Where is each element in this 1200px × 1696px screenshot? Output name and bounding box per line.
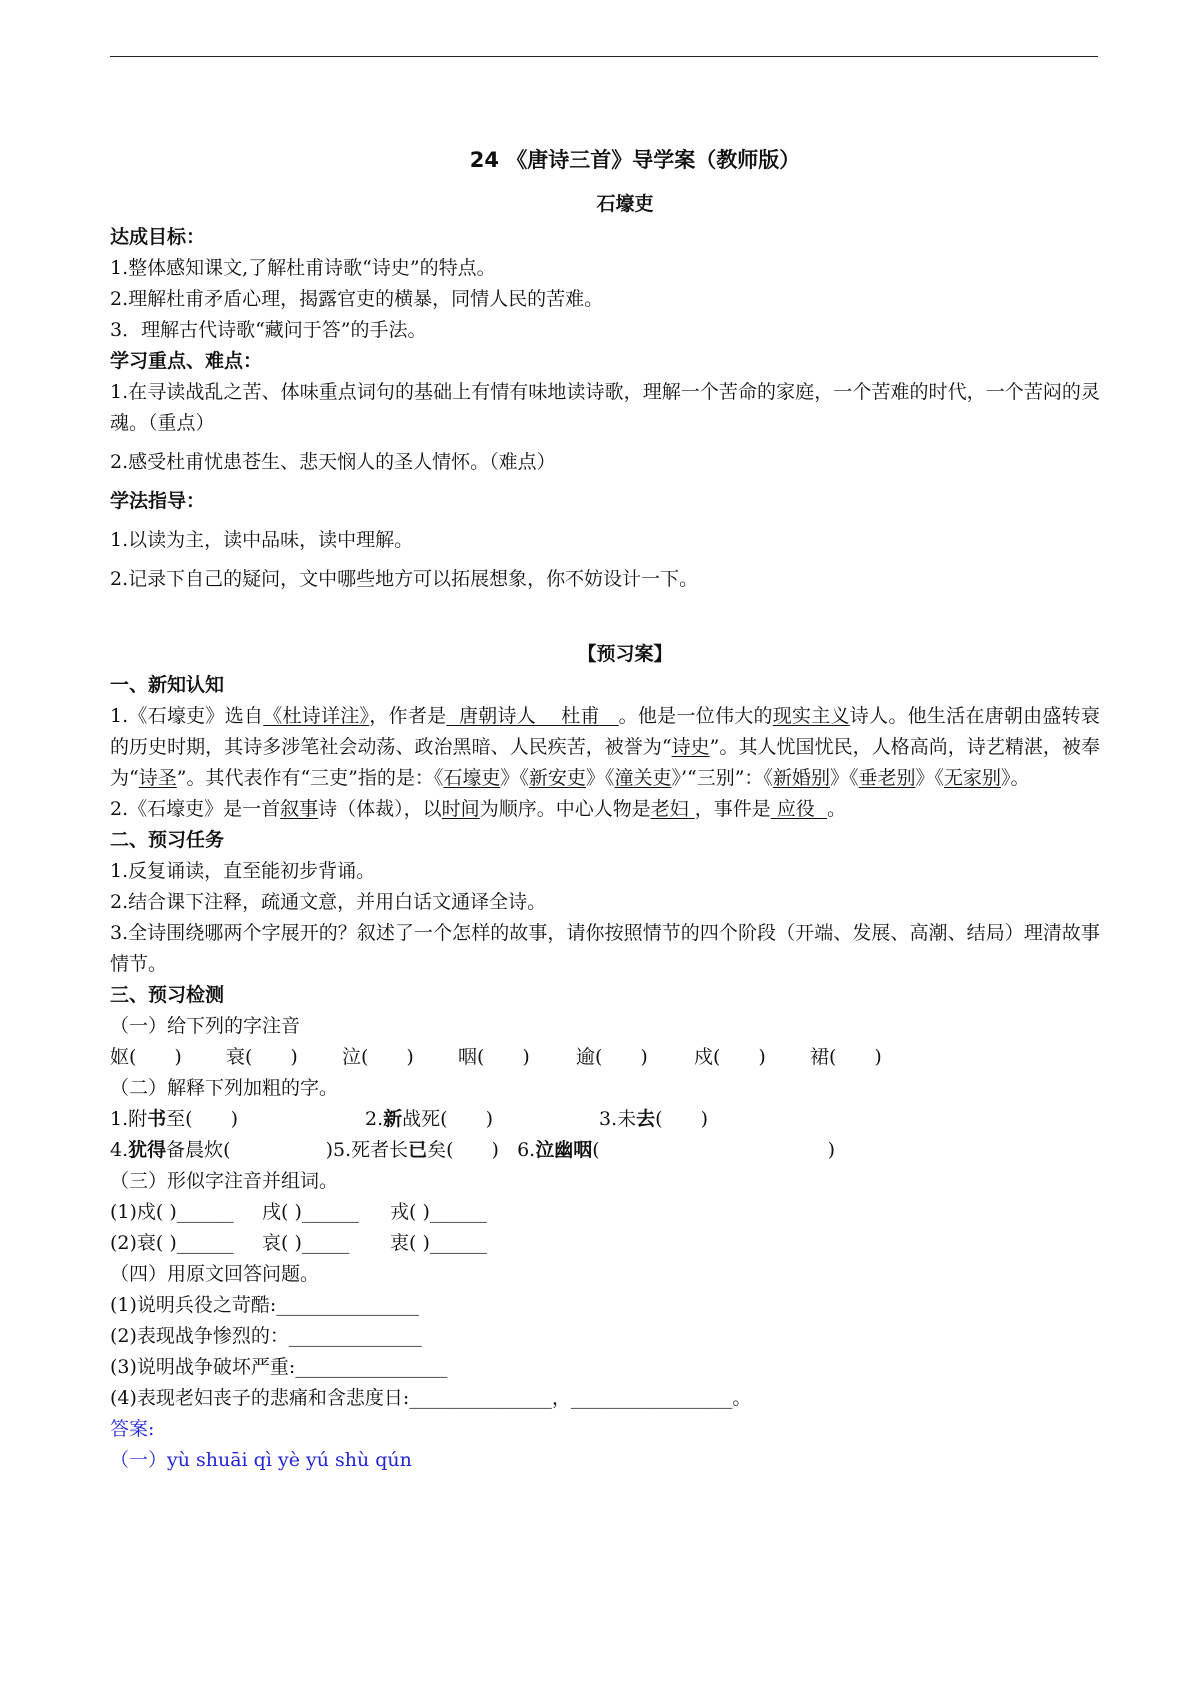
explain-row (110, 1104, 1100, 1135)
answer-epithet-sage: 诗圣 (138, 767, 177, 789)
explain-heading: （二）解释下列加粗的字。 (110, 1077, 339, 1099)
answer-bie-3: 无家别 (944, 767, 1002, 789)
preview-heading: 【预习案】 (577, 643, 673, 665)
answer-li-2: 新安吏 (528, 767, 586, 789)
answer-label: 答案: (110, 1418, 155, 1440)
section-heading-tasks: 二、预习任务 (110, 829, 225, 851)
explain-item: 6.泣幽咽( ) (517, 1139, 836, 1161)
pinyin-item: 咽( ) (458, 1046, 530, 1068)
goal-item: 3．理解古代诗歌“藏问于答”的手法。 (110, 319, 427, 341)
answer-epithet-history: 诗史 (671, 736, 710, 758)
focus-item: 2.感受杜甫忧患苍生、悲天悯人的圣人情怀。（难点） (110, 451, 556, 473)
worksheet-page (110, 140, 1100, 1476)
page-title: 24 《唐诗三首》导学案（教师版） (469, 148, 801, 172)
explain-item: 5.死者长已矣( ) (332, 1139, 499, 1161)
pinyin-item: 泣( ) (342, 1046, 414, 1068)
text-answer-item: (4)表现老妇丧子的悲痛和含悲度日:_______________，_________________。 (110, 1387, 752, 1409)
explain-item: 1.附书至( ) (110, 1108, 238, 1130)
answer-genre: 叙事 (280, 798, 319, 820)
answer-bie-1: 新婚别 (772, 767, 830, 789)
answer-bie-2: 垂老别 (858, 767, 916, 789)
answer-li-3: 潼关吏 (614, 767, 672, 789)
text-answer-heading: （四）用原文回答问题。 (110, 1263, 320, 1285)
similar-chars-row (110, 1197, 1100, 1228)
similar-chars-heading: （三）形似字注音并组词。 (110, 1170, 339, 1192)
similar-char-item: 戌( )______ (262, 1201, 359, 1223)
method-item: 2.记录下自己的疑问，文中哪些地方可以拓展想象，你不妨设计一下。 (110, 568, 699, 590)
pinyin-row (110, 1042, 1100, 1073)
pinyin-item: 裙( ) (810, 1046, 882, 1068)
text-answer-item: (3)说明战争破坏严重:________________ (110, 1356, 448, 1378)
question-1: 1.《石壕吏》选自《杜诗详注》，作者是 唐朝诗人 杜甫 。他是一位伟大的现实主义诗人。他生活在唐朝由盛转衰的历史时期，其诗多涉笔社会动荡、政治黑暗、人民疾苦，被誉为“诗史”。其人忧国忧民，人格高尚，诗艺精湛，被奉为“诗圣”。其代表作有“三吏”指的是：《石壕吏》《新安吏》《潼关吏》’“三别”：《新婚别》《垂老别》《无家别》。 (110, 705, 1100, 789)
pinyin-item: 戍( ) (694, 1046, 766, 1068)
method-heading: 学法指导： (110, 490, 206, 512)
similar-char-item: 戎( )______ (390, 1201, 487, 1223)
similar-char-item: 衷( )______ (390, 1232, 487, 1254)
method-item: 1.以读为主，读中品味，读中理解。 (110, 529, 414, 551)
section-heading-check: 三、预习检测 (110, 984, 225, 1006)
focus-item: 1.在寻读战乱之苦、体味重点词句的基础上有情有味地读诗歌，理解一个苦命的家庭，一个苦难的时代，一个苦闷的灵魂。（重点） (110, 381, 1100, 434)
explain-item: 3.未去( ) (599, 1108, 708, 1130)
answer-dynasty: 唐朝诗人 (458, 705, 536, 727)
similar-chars-row (110, 1228, 1100, 1259)
pinyin-item: 逾( ) (576, 1046, 648, 1068)
answer-school: 现实主义 (772, 705, 850, 727)
poem-title: 石壕吏 (596, 193, 654, 215)
text-answer-item: (1)说明兵役之苛酷:_______________ (110, 1294, 419, 1316)
task-item: 3.全诗围绕哪两个字展开的？叙述了一个怎样的故事，请你按照情节的四个阶段（开端、发展、高潮、结局）理清故事情节。 (110, 922, 1100, 975)
answer-pinyin: （一）yù shuāi qì yè yú shù qún (110, 1449, 412, 1471)
explain-row (110, 1135, 1100, 1166)
goal-item: 2.理解杜甫矛盾心理，揭露官吏的横暴，同情人民的苦难。 (110, 288, 604, 310)
pinyin-item: 妪( ) (110, 1046, 182, 1068)
answer-event: 应役 (776, 798, 815, 820)
explain-item: 4.犹得备晨炊( ) (110, 1139, 333, 1161)
answer-person: 老妇 (650, 798, 689, 820)
answer-li-1: 石壕吏 (443, 767, 501, 789)
goal-item: 1.整体感知课文,了解杜甫诗歌“诗史”的特点。 (110, 257, 496, 279)
explain-item: 2.新战死( ) (365, 1108, 493, 1130)
answer-order: 时间 (441, 798, 480, 820)
answer-source: 《杜诗详注》 (263, 705, 370, 727)
header-rule (110, 56, 1098, 57)
task-item: 2.结合课下注释，疏通文意，并用白话文通译全诗。 (110, 891, 547, 913)
task-item: 1.反复诵读，直至能初步背诵。 (110, 860, 376, 882)
similar-char-item: 哀( )_____ (262, 1232, 350, 1254)
similar-char-item: (2)衰( )______ (110, 1232, 234, 1254)
answer-author: 杜甫 (561, 705, 600, 727)
focus-heading: 学习重点、难点： (110, 350, 263, 372)
section-heading-new-knowledge: 一、新知认知 (110, 674, 225, 696)
goals-heading: 达成目标： (110, 226, 206, 248)
pinyin-item: 衰( ) (226, 1046, 298, 1068)
text-answer-item: (2)表现战争惨烈的：______________ (110, 1325, 422, 1347)
pinyin-heading: （一）给下列的字注音 (110, 1015, 301, 1037)
question-2: 2.《石壕吏》是一首叙事诗（体裁），以时间为顺序。中心人物是老妇 ，事件是 应役 。 (110, 798, 846, 820)
similar-char-item: (1)戍( )______ (110, 1201, 234, 1223)
